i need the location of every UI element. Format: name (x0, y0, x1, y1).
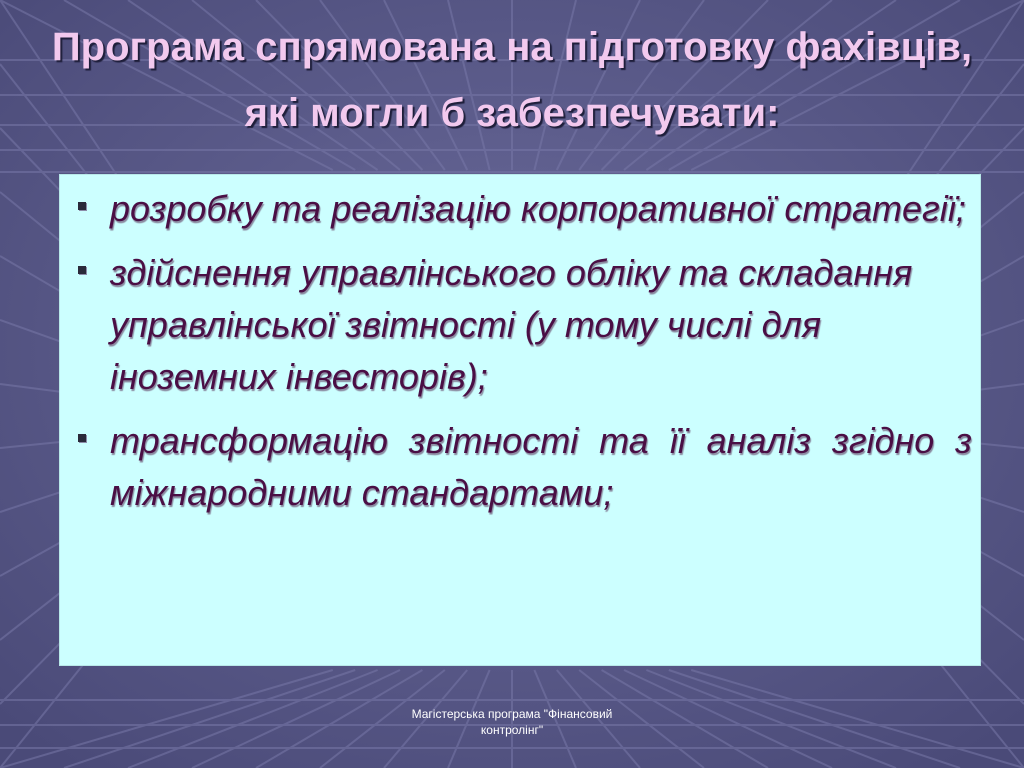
bullet-text: розробку та реалізацію корпоративної стратегії; (110, 188, 966, 229)
bullet-item (60, 415, 980, 519)
square-bullet-icon (78, 202, 86, 210)
bullet-item (60, 247, 980, 403)
square-bullet-icon (78, 266, 86, 274)
bullet-text: трансформацію звітності та її аналіз згідно з міжнародними стандартами; (110, 420, 972, 513)
square-bullet-icon (78, 434, 86, 442)
bullet-text: здійснення управлінського обліку та складання управлінської звітності (у тому числі для іноземних інвесторів); (110, 252, 913, 397)
content-box (60, 175, 980, 665)
bullet-item (60, 183, 980, 235)
slide-title: Програма спрямована на підготовку фахівців, які могли б забезпечувати: (51, 25, 973, 135)
slide-footer: Магістерська програма "Фінансовий контролінг" (411, 707, 613, 737)
bullet-list (60, 183, 980, 531)
